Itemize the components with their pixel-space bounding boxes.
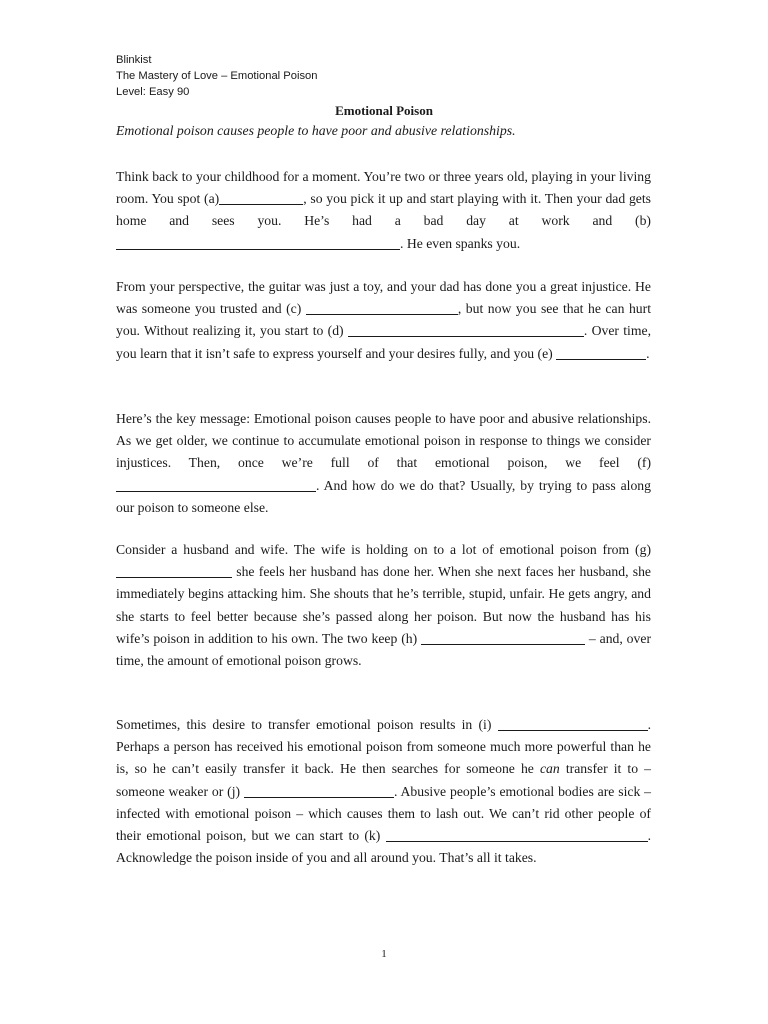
paragraph-2 [116,276,651,365]
paragraph-5-text-3: transfer it to – someone weaker or (j) [116,761,651,799]
paragraph-2-text-3: . Over time, you learn that it isn’t safe to express yourself and your desires fully, and you (e) [116,323,651,361]
paragraph-5-emphasis: can [539,761,560,777]
paragraph-2-text-4: . [646,345,650,361]
blank-e[interactable] [556,346,646,360]
header-book-title: The Mastery of Love – Emotional Poison [116,70,318,82]
document-header [116,52,317,100]
paragraph-1 [116,166,651,255]
paragraph-2-text-1: From your perspective, the guitar was just a toy, and your dad has done you a great injustice. He was someone you trusted and (c) [116,279,651,317]
paragraph-3 [116,408,651,519]
blank-h[interactable] [421,631,585,645]
blank-d[interactable] [348,323,584,337]
paragraph-5-text-2: . Perhaps a person has received his emotional poison from someone much more powerful than he is, so he can’t easily transfer it back. He then searches for someone he [116,717,651,777]
header-source: Blinkist [116,54,152,66]
header-level: Level: Easy 90 [116,86,190,98]
paragraph-1-text-3: . He even spanks you. [400,235,521,251]
paragraph-5-text-1: Sometimes, this desire to transfer emotional poison results in (i) [116,717,492,732]
paragraph-4-text-2: she feels her husband has done her. When she next faces her husband, she immediately begins attacking him. She shouts that he’s terrible, stupid, unfair. He gets angry, and she starts to feel better because she’s passed along her poison. But now the husband has his wife’s poison in addition to his own. The two keep (h) [116,564,652,646]
blank-c[interactable] [306,301,458,315]
blank-f[interactable] [116,478,316,492]
paragraph-2-text-2: , but now you see that he can hurt you. Without realizing it, you start to (d) [116,301,651,339]
paragraph-3-text-1: Here’s the key message: Emotional poison causes people to have poor and abusive relationships. As we get older, we continue to accumulate emotional poison in response to things we consider injustices. Then, once we’re full of that emotional poison, we feel (f) [116,411,651,471]
blank-k[interactable] [386,828,648,842]
paragraph-5-text-4: . Abusive people’s emotional bodies are sick – infected with emotional poison – which causes them to lash out. We can’t rid other people of their emotional poison, but we can start to (k) [116,783,651,844]
paragraph-3-text-2: . And how do we do that? Usually, by trying to pass along our poison to someone else. [116,477,651,515]
paragraph-1-text-2: , so you pick it up and start playing with it. Then your dad gets home and sees you. He’s had a bad day at work and (b) [116,191,651,229]
blank-j[interactable] [244,784,394,798]
blank-i[interactable] [498,717,648,731]
blank-a[interactable] [219,191,303,205]
paragraph-5-text-5: . Acknowledge the poison inside of you and all around you. That’s all it takes. [116,828,651,866]
page-title: Emotional Poison [335,103,433,118]
page-number: 1 [381,948,387,960]
blank-b[interactable] [116,236,400,250]
paragraph-5 [116,714,651,869]
paragraph-4-text-1: Consider a husband and wife. The wife is holding on to a lot of emotional poison from (g) [116,542,651,557]
page-subtitle: Emotional poison causes people to have poor and abusive relationships. [116,123,516,138]
paragraph-1-text-1: Think back to your childhood for a moment. You’re two or three years old, playing in your living room. You spot (a) [116,169,651,207]
paragraph-4 [116,539,651,672]
paragraph-4-text-3: – and, over time, the amount of emotional poison grows. [116,630,651,669]
blank-g[interactable] [116,564,232,578]
